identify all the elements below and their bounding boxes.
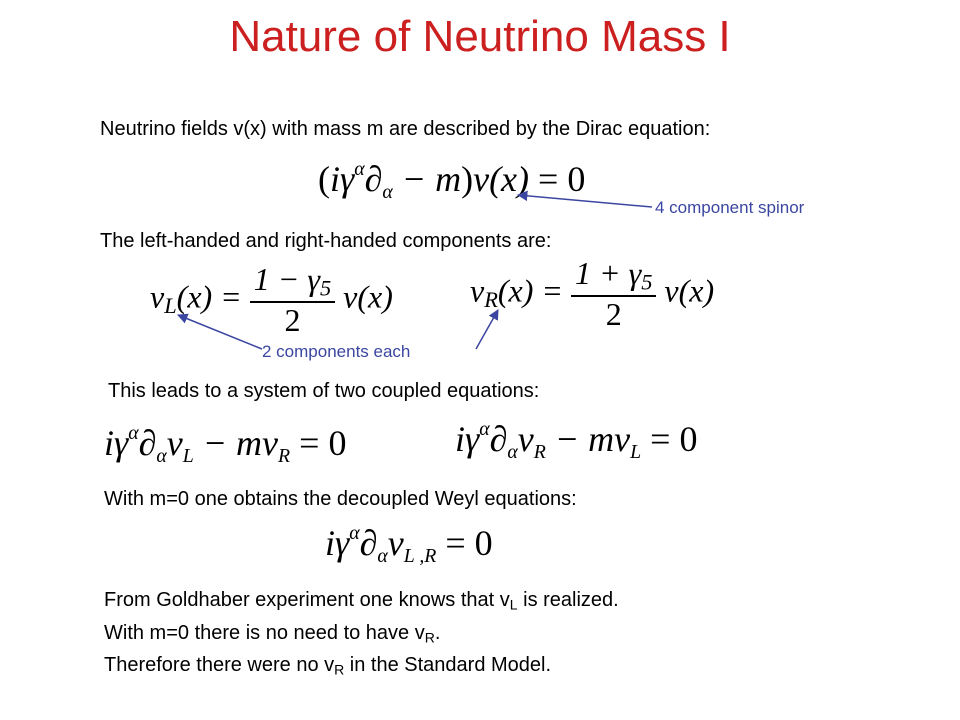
eq-part: 1 + γ <box>575 255 642 291</box>
eq-part: ( <box>318 159 330 199</box>
weyl-text: With m=0 one obtains the decoupled Weyl equations: <box>104 488 577 510</box>
eq-part: L ,R <box>403 544 437 567</box>
eq-part: (x) <box>489 159 530 199</box>
eq-part: ) <box>461 159 474 199</box>
eq-part: = 0 <box>290 423 347 463</box>
eq-part: α <box>128 422 139 445</box>
intro-text: Neutrino fields v(x) with mass m are described by the Dirac equation: <box>100 118 711 140</box>
eq-part: iγ <box>325 523 350 563</box>
eq-part: ∂ <box>359 523 378 563</box>
eq-part: v <box>166 423 183 463</box>
eq-part: α <box>354 158 365 181</box>
eq-part: L <box>182 444 194 467</box>
text-part: With m=0 there is no need to have v <box>104 621 425 644</box>
annotation-components: 2 components each <box>262 342 411 361</box>
eq-part: − mv <box>193 423 279 463</box>
eq-part: = 0 <box>436 523 493 563</box>
annotation-spinor: 4 component spinor <box>655 198 805 217</box>
text-part: is realized. <box>517 589 619 611</box>
text-part: R <box>334 661 345 678</box>
eq-part: iγ <box>104 423 129 463</box>
eq-part: v <box>470 272 485 309</box>
eq-part: v <box>517 419 534 459</box>
eq-part: R <box>278 444 291 467</box>
eq-part: 5 <box>641 269 653 295</box>
vL-arrow <box>178 315 262 349</box>
page-title: Nature of Neutrino Mass I <box>229 12 731 61</box>
eq-part: 2 <box>605 296 622 333</box>
eq-part: − mv <box>545 419 631 459</box>
eq-part: γ <box>340 159 355 199</box>
eq-part: α <box>156 444 167 467</box>
eq-part: R <box>484 287 498 313</box>
eq-part: R <box>533 440 546 463</box>
text-part: in the Standard Model. <box>344 654 552 676</box>
eq-part: iγ <box>455 419 480 459</box>
eq-part: ∂ <box>364 159 383 199</box>
eq-part: v(x) <box>343 278 393 315</box>
eq-part: α <box>479 418 490 441</box>
eq-part: 2 <box>284 302 301 339</box>
eq-part: (x) = <box>176 278 242 315</box>
vR-arrow <box>476 310 498 349</box>
eq-part: L <box>630 440 642 463</box>
eq-part: v <box>387 523 404 563</box>
eq-part: L <box>164 293 177 319</box>
coupled-text: This leads to a system of two coupled equations: <box>108 380 540 402</box>
text-part: R <box>424 629 435 645</box>
eq-part: = 0 <box>529 159 586 199</box>
eq-part: i <box>330 159 341 199</box>
eq-part: 5 <box>319 275 332 301</box>
eq-part: α <box>382 180 393 203</box>
components-text: The left-handed and right-handed components are: <box>100 230 552 252</box>
eq-part: (x) = <box>497 272 563 309</box>
text-part: Therefore there were no v <box>104 654 335 676</box>
eq-part: α <box>377 544 388 567</box>
spinor-arrow <box>518 195 652 207</box>
eq-part: ∂ <box>489 419 508 459</box>
eq-part: = 0 <box>641 419 698 459</box>
text-part: . <box>434 621 441 644</box>
eq-part: v <box>473 159 490 199</box>
eq-part: v(x) <box>664 272 715 309</box>
text-part: From Goldhaber experiment one knows that v <box>104 589 510 611</box>
eq-part: 1 − γ <box>253 261 320 297</box>
eq-part: ∂ <box>138 423 157 463</box>
eq-part: − m <box>392 159 462 199</box>
eq-part: v <box>150 278 165 315</box>
eq-part: α <box>507 440 518 463</box>
eq-part: α <box>349 522 360 545</box>
text-part: L <box>509 596 518 613</box>
